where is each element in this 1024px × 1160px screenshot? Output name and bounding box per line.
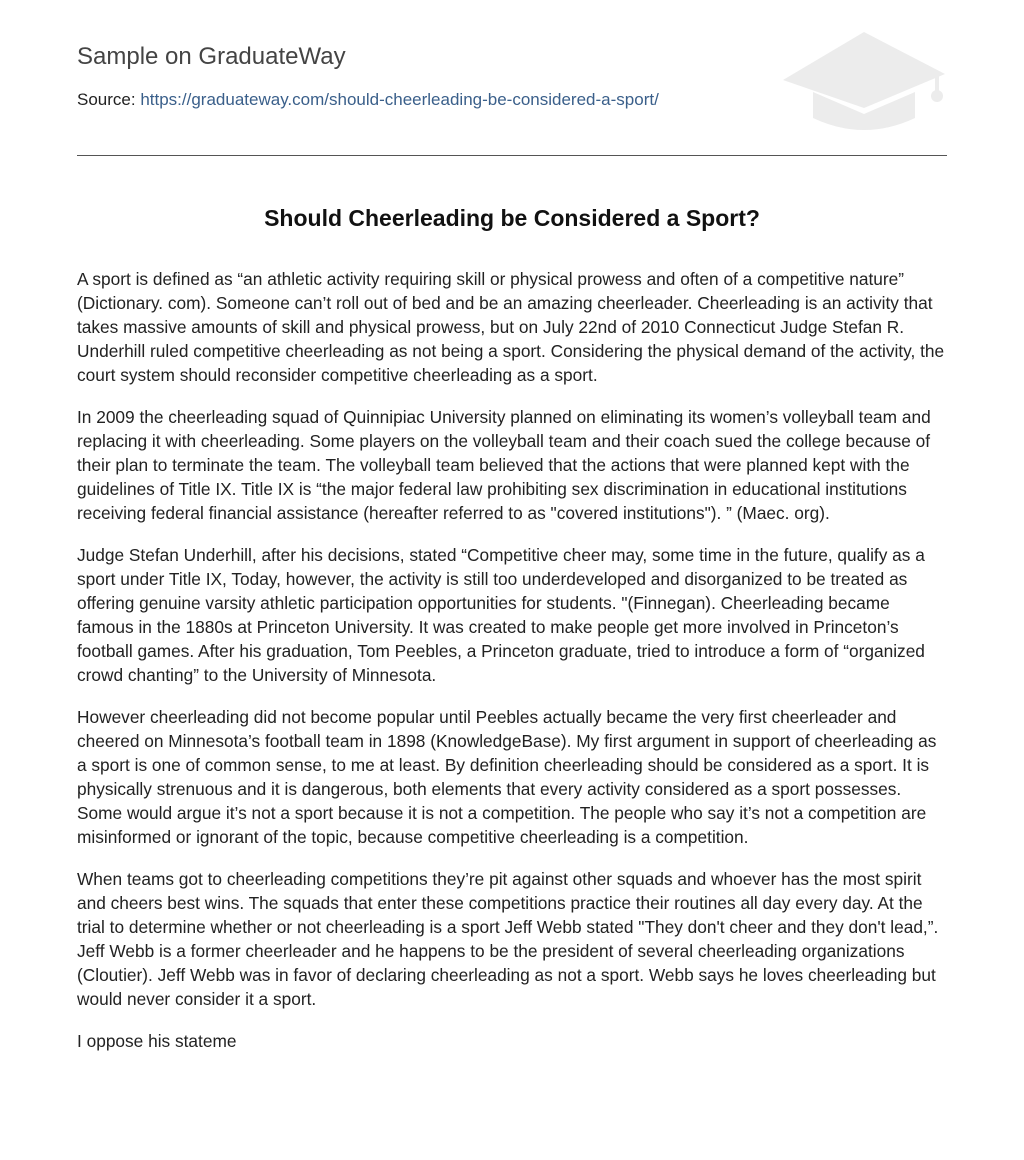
header-divider: [77, 155, 947, 156]
page-header: [77, 0, 947, 156]
paragraph: I oppose his stateme: [77, 1031, 237, 1051]
site-title: Sample on GraduateWay: [77, 43, 346, 70]
document-body: [77, 267, 949, 1071]
paragraph: A sport is defined as “an athletic activity requiring skill or physical prowess and often of a competitive nature” (Dictionary. com). Someone can’t roll out of bed and be an amazing cheerleader. Cheerleading is an activity that takes massive amounts of skill and physical prowess, but on July 22nd of 2010 Connecticut Judge Stefan R. Underhill ruled competitive cheerleading as not being a sport. Considering the physical demand of the activity, the court system should reconsider competitive cheerleading as a sport.: [77, 269, 945, 385]
source-link[interactable]: https://graduateway.com/should-cheerleading-be-considered-a-sport/: [140, 90, 659, 109]
paragraph: However cheerleading did not become popular until Peebles actually became the very first cheerleader and cheered on Minnesota’s football team in 1898 (KnowledgeBase). My first argument in support of cheerleading as a sport is one of common sense, to me at least. By definition cheerleading should be considered as a sport. It is physically strenuous and it is dangerous, both elements that every activity considered as a sport possesses. Some would argue it’s not a sport because it is not a competition. The people who say it’s not a competition are misinformed or ignorant of the topic, because competitive cheerleading is a competition.: [77, 707, 937, 847]
paragraph: When teams got to cheerleading competitions they’re pit against other squads and whoever has the most spirit and cheers best wins. The squads that enter these competitions practice their routines all day every day. At the trial to determine whether or not cheerleading is a sport Jeff Webb stated "They don't cheer and they don't lead,”. Jeff Webb is a former cheerleader and he happens to be the president of several cheerleading organizations (Cloutier). Jeff Webb was in favor of declaring cheerleading as not a sport. Webb says he loves cheerleading but would never consider it a sport.: [77, 869, 939, 1009]
paragraph: In 2009 the cheerleading squad of Quinnipiac University planned on eliminating its women’s volleyball team and replacing it with cheerleading. Some players on the volleyball team and their coach sued the college because of their plan to terminate the team. The volleyball team believed that the actions that were planned kept with the guidelines of Title IX. Title IX is “the major federal law prohibiting sex discrimination in educational institutions receiving federal financial assistance (hereafter referred to as "covered institutions"). ” (Maec. org).: [77, 407, 931, 523]
source-label: Source:: [77, 90, 136, 109]
document-title: Should Cheerleading be Considered a Sport?: [264, 205, 760, 231]
source-line: [77, 90, 659, 110]
graduation-cap-icon: [781, 30, 947, 134]
paragraph: Judge Stefan Underhill, after his decisions, stated “Competitive cheer may, some time in the future, qualify as a sport under Title IX, Today, however, the activity is still too underdeveloped and disorganized to be treated as offering genuine varsity athletic participation opportunities for students. "(Finnegan). Cheerleading became famous in the 1880s at Princeton University. It was created to make people get more involved in Princeton’s football games. After his graduation, Tom Peebles, a Princeton graduate, tried to introduce a form of “organized crowd chanting” to the University of Minnesota.: [77, 545, 925, 685]
